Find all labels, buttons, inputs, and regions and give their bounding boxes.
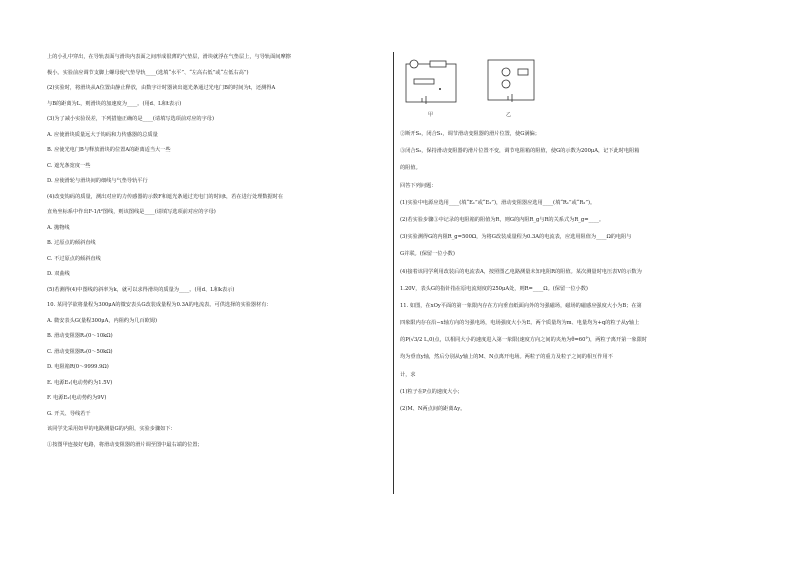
text-line: (1)粒子在P点的速度大小； <box>400 388 463 395</box>
text-line: 与B的距离为L，则滑块的加速度为____。(用d、L和t表示) <box>47 100 182 107</box>
text-line: ③闭合S₂，保持滑动变阻器的滑片位置不变，调节电阻箱的阻值，使G的示数为200μA，记下此时电阻箱 <box>400 148 640 155</box>
text-line: G并联。(保留一位小数) <box>400 251 455 258</box>
text-line: D. 电阻箱R(0～9999.9Ω) <box>47 364 109 370</box>
column-divider <box>393 52 394 494</box>
text-line: (1)实验中电源应选用____(填“E₁”或“E₂”)，滑动变阻器应选用____(填“R₁”或“R₂”)。 <box>400 199 596 206</box>
text-line: C. 遮光条宽度一些 <box>47 162 91 169</box>
fig-b-label: 乙 <box>506 112 512 118</box>
circuit-figures <box>400 52 550 120</box>
text-line: 上的小孔中穿出，在导轨表面与滑块内表面之间形成很薄的气垫层，滑块就浮在气垫层上，与导轨面间摩擦 <box>47 54 291 60</box>
text-line: G. 开关、导线若干 <box>47 410 91 417</box>
text-line: (2)若实验步骤③中记录的电阻箱的阻值为R，则G的内阻R_g与R的关系式为R_g=____。 <box>400 216 605 223</box>
text-line: B. 过原点的倾斜直线 <box>47 240 96 246</box>
text-line: 直角坐标系中作出F-1/t²图线，则该图线是____(请填写选项前对应的字母) <box>47 209 216 215</box>
text-line: 四象限内存在沿−x轴方向的匀强电场，电场强度大小为E。两个质量均为m、电量均为+q的粒子从y轴上 <box>400 320 640 327</box>
text-line: (2)M、N两点间的距离Δy。 <box>400 406 466 412</box>
text-line: 计，求 <box>400 371 416 378</box>
text-line: 的P(√3/2 L,0)点，以相同大小的速度进入第一象限(速度方向之间的夹角为θ=60°)，两粒子离开第一象限时 <box>400 337 648 344</box>
right-column <box>400 126 745 418</box>
text-line: D. 双曲线 <box>47 271 70 277</box>
text-line: C. 滑动变阻器R₂(0～50kΩ) <box>47 348 113 355</box>
text-line: A. 微安表头G(量程300μA，内阻约为几百欧姆) <box>47 317 158 324</box>
left-column <box>47 50 387 453</box>
text-line: A. 应使滑块质量远大于钩码和力传感器的总质量 <box>47 131 158 138</box>
text-line: 11. 如图，在xOy平面的第一象限内存在方向垂直纸面向外的匀强磁场，磁场的磁感应强度大小为B；在第 <box>400 302 642 309</box>
text-line: (5)若测得(4)中图线的斜率为k，就可以求得滑块的质量为____。(用d、L和k表示) <box>47 286 235 293</box>
text-line: 10. 某同学欲将量程为300μA的微安表头G改装成量程为0.3A的电流表。可供选择的实验器材有： <box>47 302 272 308</box>
text-line: C. 不过原点的倾斜直线 <box>47 255 101 262</box>
text-line: 该同学先采用如甲的电路测量G的内阻，实验步骤如下： <box>47 426 176 432</box>
text-line: B. 应使光电门B与释放滑块的位置A的距离适当大一些 <box>47 147 171 153</box>
text-line: 1.20V，表头G的指针指在原电流刻度的250μA处，则R=____Ω。(保留一位小数) <box>400 285 588 292</box>
text-line: 的阻值。 <box>400 165 421 172</box>
text-line: (3)实验测得G的内阻R_g=500Ω，为将G改装成量程为0.3A的电流表，应选用阻值为____Ω的电阻与 <box>400 234 632 241</box>
fig-a-label: 甲 <box>428 112 434 118</box>
text-line: 回答下列问题： <box>400 182 437 189</box>
text-line: E. 电源E₁(电动势约为1.5V) <box>47 379 113 386</box>
text-line: (3)为了减小实验误差，下列措施正确的是____(请填写选项前对应的字母) <box>47 116 215 122</box>
text-line: (4)接着该同学利用改装后的电流表A，按照图乙电路测量未知电阻R的阻值。某次测量时电压表V的示数为 <box>400 268 642 275</box>
text-line: B. 滑动变阻器R₁(0～10kΩ) <box>47 333 113 339</box>
text-line: ②断开S₂，闭合S₁，调节滑动变阻器的滑片位置，使G满偏； <box>400 131 540 137</box>
text-line: 极小。实验前应调节支脚上螺母使气垫导轨____(选填“水平”、“左高右低”或“左低右高”) <box>47 69 249 76</box>
text-line: (4)改变钩码的质量，测出对应的力传感器的示数F和遮光条通过光电门的时间t，若在进行处理数据时在 <box>47 193 284 200</box>
text-line: D. 应使滑轮与滑块间的细线与气垫导轨平行 <box>47 178 148 184</box>
text-line: (2)实验时，将滑块从A位置由静止释放，由数字计时器读出遮光条通过光电门B的时间为t，还测得A <box>47 85 276 91</box>
text-line: 均为垂直y轴，然后分别从y轴上的M、N点离开电场。两粒子的重力及粒子之间的相互作用不 <box>400 354 613 361</box>
circuit-diagram-a <box>400 52 550 120</box>
text-line: ①按图甲连接好电路，将滑动变阻器的滑片调至图中最右端的位置； <box>47 441 203 448</box>
text-line: F. 电源E₂(电动势约为9V) <box>47 395 107 401</box>
text-line: A. 抛物线 <box>47 224 70 231</box>
